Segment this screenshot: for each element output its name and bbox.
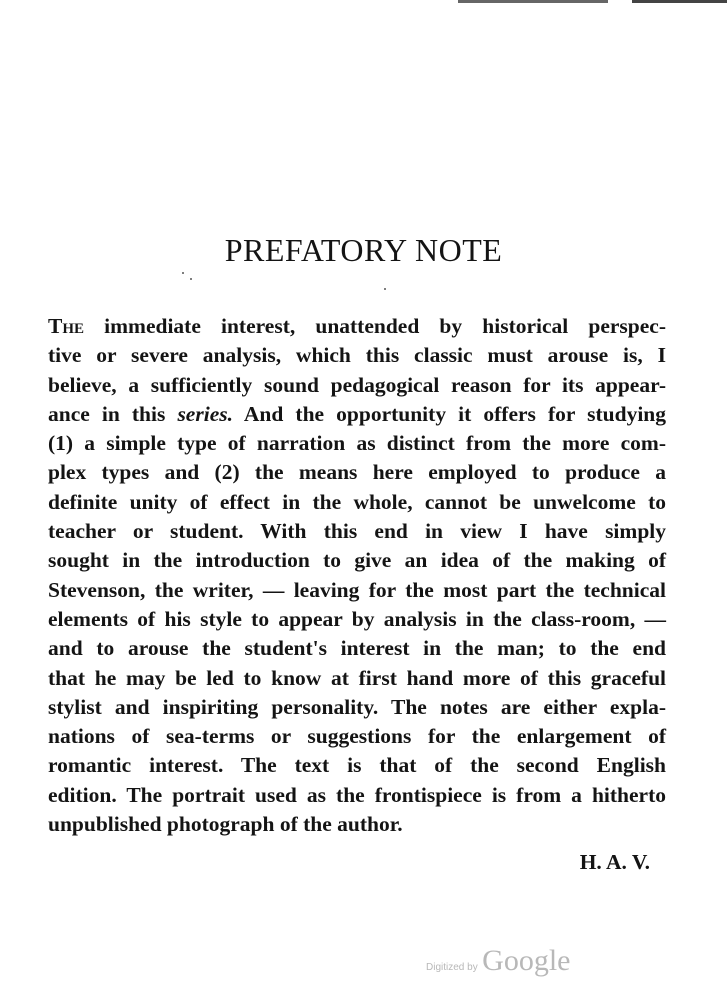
- paragraph-line: teacher or student. With this end in view I have simply: [48, 519, 666, 544]
- paragraph-line: nations of sea-terms or suggestions for the enlargement of: [48, 724, 666, 749]
- paragraph-line: believe, a sufficiently sound pedagogical reason for its appear-: [48, 372, 666, 397]
- paragraph-line: and to arouse the student's interest in the man; to the end: [48, 636, 666, 661]
- paragraph-line: elements of his style to appear by analysis in the class-room, —: [48, 606, 666, 631]
- paragraph-line: Stevenson, the writer, — leaving for the most part the technical: [48, 577, 666, 602]
- paragraph-line: tive or severe analysis, which this classic must arouse is, I: [48, 343, 666, 368]
- paragraph-line: unpublished photograph of the author.: [48, 812, 403, 837]
- paragraph-line: The immediate interest, unattended by historical perspec-: [48, 314, 666, 338]
- paragraph-line: ance in this series. And the opportunity it offers for studying: [48, 401, 666, 426]
- google-logo: Google: [482, 944, 571, 977]
- print-speck: [384, 288, 386, 290]
- paragraph-line: stylist and inspiriting personality. The notes are either expla-: [48, 694, 666, 719]
- paragraph-line: edition. The portrait used as the frontispiece is from a hitherto: [48, 782, 666, 807]
- paragraph-line: (1) a simple type of narration as distinct from the more com-: [48, 431, 666, 456]
- top-edge-mark: [632, 0, 727, 3]
- author-initials: H. A. V.: [579, 850, 650, 874]
- watermark-caption: Digitized by: [426, 962, 478, 973]
- print-speck: [190, 278, 192, 280]
- top-edge-mark: [458, 0, 608, 3]
- prefatory-paragraph: [48, 312, 666, 839]
- paragraph-line: that he may be led to know at first hand more of this graceful: [48, 665, 666, 690]
- digitized-watermark: [426, 944, 570, 978]
- paragraph-line: plex types and (2) the means here employed to produce a: [48, 460, 666, 485]
- paragraph-line: sought in the introduction to give an idea of the making of: [48, 548, 666, 573]
- paragraph-line: definite unity of effect in the whole, cannot be unwelcome to: [48, 489, 666, 514]
- paragraph-line: romantic interest. The text is that of the second English: [48, 753, 666, 778]
- page-title: PREFATORY NOTE: [224, 232, 503, 268]
- print-speck: [182, 272, 184, 274]
